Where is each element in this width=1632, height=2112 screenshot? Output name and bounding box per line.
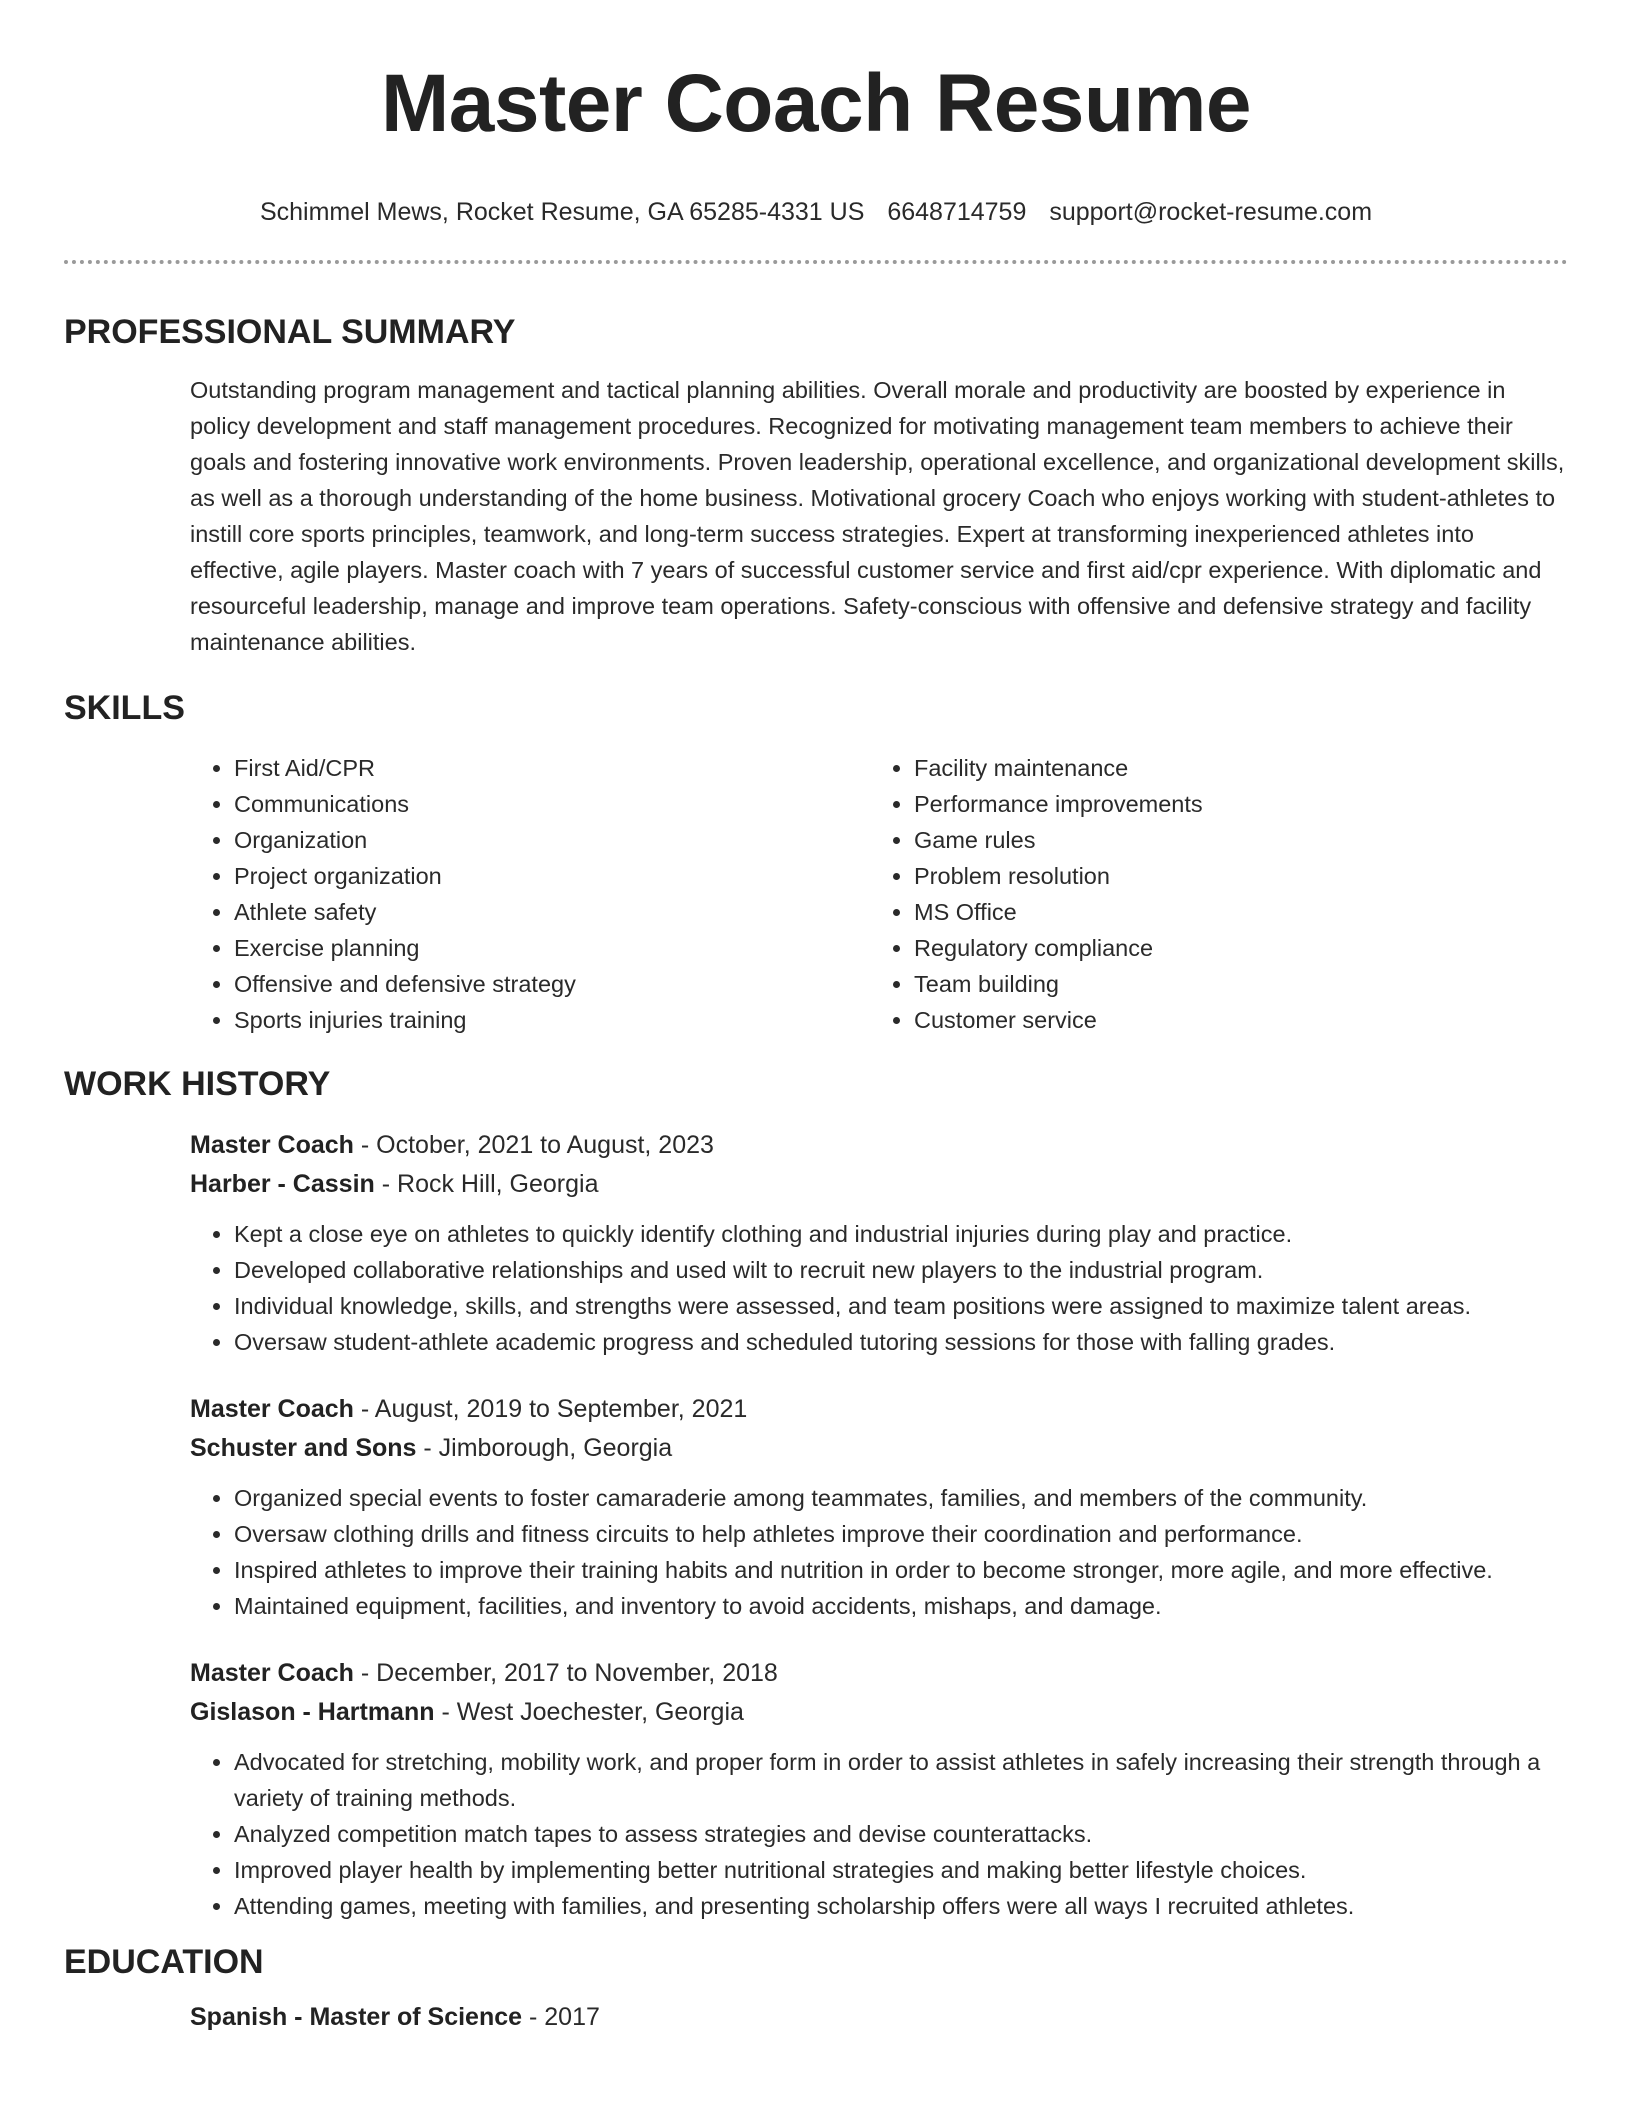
job-company: Harber - Cassin	[190, 1170, 375, 1198]
job-company: Schuster and Sons	[190, 1434, 417, 1462]
section-title-skills: SKILLS	[64, 689, 185, 727]
job-dates: - August, 2019 to September, 2021	[353, 1395, 748, 1423]
job-location: - Rock Hill, Georgia	[374, 1170, 599, 1198]
skills-column-left	[190, 750, 870, 1038]
job-bullet: • Organized special events to foster camaraderie among teammates, families, and members of the community.	[234, 1480, 1568, 1516]
resume-title: Master Coach Resume	[380, 58, 1252, 149]
skill-item: • Project organization	[234, 858, 870, 894]
skill-item: • Facility maintenance	[914, 750, 1568, 786]
contact-email: support@rocket-resume.com	[1049, 198, 1373, 226]
skill-item: • Customer service	[914, 1002, 1568, 1038]
job-bullet: • Analyzed competition match tapes to assess strategies and devise counterattacks.	[234, 1816, 1568, 1852]
job-role: Master Coach	[190, 1659, 354, 1687]
skills-list	[190, 750, 1568, 1038]
job-company-line	[190, 1693, 1568, 1732]
job-company-line	[190, 1165, 1568, 1204]
section-title-work-history: WORK HISTORY	[64, 1065, 331, 1103]
job-bullets	[64, 1480, 1568, 1624]
skill-item: • Problem resolution	[914, 858, 1568, 894]
contact-address: Schimmel Mews, Rocket Resume, GA 65285-4331 US	[259, 198, 865, 226]
job-bullet: • Improved player health by implementing better nutritional strategies and making better lifestyle choices.	[234, 1852, 1568, 1888]
summary-text: Outstanding program management and tactical planning abilities. Overall morale and productivity are boosted by experience in policy development and staff management procedures. Recognized for motivating management team members to achieve their goals and fostering innovative work environments. Proven leadership, operational excellence, and organizational development skills, as well as a thorough understanding of the home business. Motivational grocery Coach who enjoys working with student-athletes to instill core sports principles, teamwork, and long-term success strategies. Expert at transforming inexperienced athletes into effective, agile players. Master coach with 7 years of successful customer service and first aid/cpr experience. With diplomatic and resourceful leadership, manage and improve team operations. Safety-conscious with offensive and defensive strategy and facility maintenance abilities.	[190, 377, 1565, 655]
section-title-education: EDUCATION	[64, 1943, 264, 1981]
contact-phone: 6648714759	[887, 198, 1027, 226]
job-company: Gislason - Hartmann	[190, 1698, 435, 1726]
job-location: - West Joechester, Georgia	[434, 1698, 744, 1726]
skill-item: • Team building	[914, 966, 1568, 1002]
skills-column-right	[870, 750, 1568, 1038]
header-divider	[64, 260, 1568, 264]
job-bullets	[64, 1216, 1568, 1360]
job-bullet: • Maintained equipment, facilities, and inventory to avoid accidents, mishaps, and damage.	[234, 1588, 1568, 1624]
job-dates: - October, 2021 to August, 2023	[353, 1131, 714, 1159]
job-bullets	[64, 1744, 1568, 1924]
job-company-line	[190, 1429, 1568, 1468]
job-dates: - December, 2017 to November, 2018	[353, 1659, 778, 1687]
job-entry	[190, 1654, 1568, 1924]
education-year: - 2017	[522, 2003, 600, 2031]
job-entry	[190, 1126, 1568, 1360]
job-role: Master Coach	[190, 1131, 354, 1159]
skill-item: • Offensive and defensive strategy	[234, 966, 870, 1002]
education-degree: Spanish - Master of Science	[190, 2003, 523, 2031]
job-role-line	[190, 1654, 1568, 1693]
skill-item: • Exercise planning	[234, 930, 870, 966]
job-bullet: • Advocated for stretching, mobility work, and proper form in order to assist athletes in safely increasing their strength through a variety of training methods.	[234, 1744, 1568, 1816]
job-bullet: • Developed collaborative relationships and used wilt to recruit new players to the industrial program.	[234, 1252, 1568, 1288]
skill-item: • Organization	[234, 822, 870, 858]
skill-item: • MS Office	[914, 894, 1568, 930]
contact-info	[64, 196, 1568, 228]
job-bullet: • Kept a close eye on athletes to quickly identify clothing and industrial injuries during play and practice.	[234, 1216, 1568, 1252]
skill-item: • Performance improvements	[914, 786, 1568, 822]
skill-item: • Athlete safety	[234, 894, 870, 930]
job-bullet: • Attending games, meeting with families, and presenting scholarship offers were all ways I recruited athletes.	[234, 1888, 1568, 1924]
education-entry	[190, 1998, 1568, 2037]
skill-item: • Communications	[234, 786, 870, 822]
job-role-line	[190, 1126, 1568, 1165]
job-location: - Jimborough, Georgia	[416, 1434, 673, 1462]
skill-item: • Regulatory compliance	[914, 930, 1568, 966]
job-entry	[190, 1390, 1568, 1624]
job-role-line	[190, 1390, 1568, 1429]
job-role: Master Coach	[190, 1395, 354, 1423]
job-bullet: • Oversaw student-athlete academic progress and scheduled tutoring sessions for those with falling grades.	[234, 1324, 1568, 1360]
job-bullet: • Inspired athletes to improve their training habits and nutrition in order to become stronger, more agile, and more effective.	[234, 1552, 1568, 1588]
section-title-summary: PROFESSIONAL SUMMARY	[64, 313, 516, 351]
skill-item: • First Aid/CPR	[234, 750, 870, 786]
job-bullet: • Individual knowledge, skills, and strengths were assessed, and team positions were assigned to maximize talent areas.	[234, 1288, 1568, 1324]
skill-item: • Game rules	[914, 822, 1568, 858]
skill-item: • Sports injuries training	[234, 1002, 870, 1038]
job-bullet: • Oversaw clothing drills and fitness circuits to help athletes improve their coordination and performance.	[234, 1516, 1568, 1552]
